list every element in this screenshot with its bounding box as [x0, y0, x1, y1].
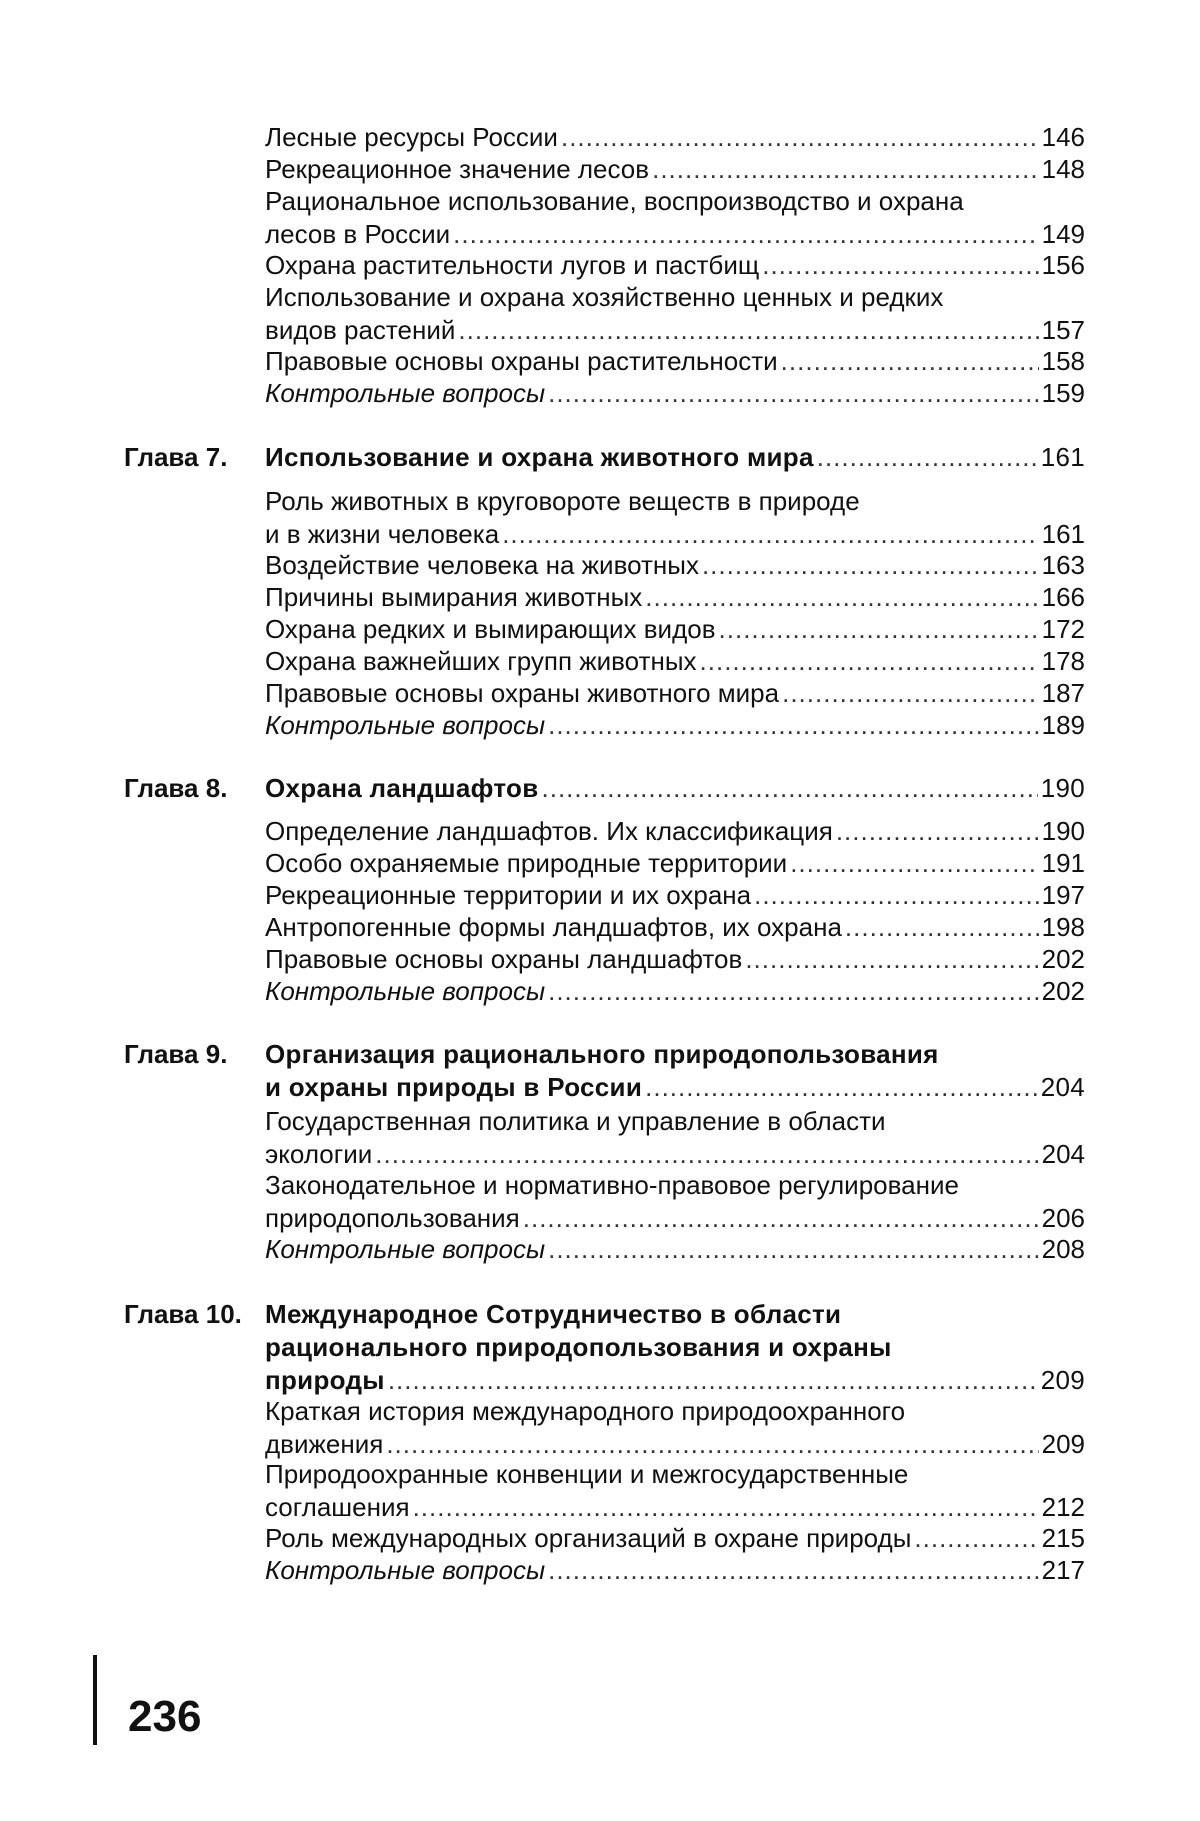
toc-entry-title: Контрольные вопросы — [265, 976, 546, 1006]
toc-dot-leader — [782, 677, 1039, 710]
toc-entry — [265, 975, 1085, 1008]
toc-entry-line — [265, 1395, 1085, 1428]
toc-entry-line — [265, 1169, 1085, 1202]
toc-dot-leader — [548, 1554, 1039, 1587]
toc-page-number: 172 — [1041, 614, 1085, 644]
toc-entry — [265, 485, 1085, 551]
toc-entry-line — [265, 345, 1085, 378]
toc-entry-line — [265, 911, 1085, 944]
toc-entry-line — [265, 153, 1085, 186]
toc-entry-title: природы — [265, 1365, 385, 1395]
toc-entry-line — [265, 218, 1085, 251]
toc-page-number: 189 — [1041, 710, 1085, 740]
toc-entry-title: Охрана ландшафтов — [265, 773, 539, 803]
toc-dot-leader — [458, 314, 1038, 347]
toc-entry-title: соглашения — [265, 1492, 410, 1522]
toc-entry — [265, 815, 1085, 848]
toc-entry-title: Контрольные вопросы — [265, 378, 546, 408]
toc-entry-line — [265, 879, 1085, 912]
toc-entry-title: Рекреационные территории и их охрана — [265, 880, 752, 910]
toc-entry-line — [265, 1491, 1085, 1524]
toc-page-number: 215 — [1041, 1523, 1085, 1553]
chapter-label: Глава 7. — [124, 442, 228, 472]
toc-entry-title: природопользования — [265, 1203, 520, 1233]
toc-dot-leader — [645, 1071, 1038, 1104]
toc-page-number: 148 — [1041, 154, 1085, 184]
toc-page-number: 190 — [1040, 773, 1085, 803]
toc-entry-line — [265, 1105, 1085, 1138]
toc-entry-line — [265, 377, 1085, 410]
toc-page-number: 204 — [1041, 1139, 1085, 1169]
toc-chapter-title — [265, 772, 1085, 805]
toc-entry-line — [265, 1522, 1085, 1555]
toc-entry — [265, 613, 1085, 646]
toc-entry-title: лесов в России — [265, 219, 451, 249]
toc-entry-title: Использование и охрана хозяйственно ценных и редких — [265, 282, 944, 312]
toc-entry-line — [265, 1428, 1085, 1461]
toc-dot-leader — [548, 377, 1039, 410]
toc-entry — [265, 1169, 1085, 1235]
toc-entry-title: Контрольные вопросы — [265, 1234, 546, 1264]
toc-chapter-title — [265, 1298, 1085, 1397]
toc-entry-line — [265, 1038, 1085, 1071]
toc-entry-title: Краткая история международного природоохранного — [265, 1396, 906, 1426]
toc-page-number: 149 — [1041, 219, 1085, 249]
toc-entry — [265, 709, 1085, 742]
toc-dot-leader — [561, 121, 1039, 154]
toc-entry — [265, 1395, 1085, 1461]
toc-entry-title: Охрана важнейших групп животных — [265, 646, 697, 676]
toc-entry-line — [265, 185, 1085, 218]
toc-dot-leader — [702, 549, 1039, 582]
toc-entry-title: Охрана редких и вымирающих видов — [265, 614, 716, 644]
toc-entry-line — [265, 645, 1085, 678]
toc-page-number: 163 — [1041, 550, 1085, 580]
toc-page-number: 202 — [1041, 976, 1085, 1006]
toc-entry-title: Правовые основы охраны растительности — [265, 346, 778, 376]
toc-entry-line — [265, 677, 1085, 710]
toc-entry-title: рационального природопользования и охраны — [265, 1332, 892, 1362]
toc-entry-line — [265, 1202, 1085, 1235]
toc-page-number: 208 — [1041, 1234, 1085, 1264]
toc-entry-line — [265, 549, 1085, 582]
toc-entry-title: Природоохранные конвенции и межгосударственные — [265, 1459, 909, 1489]
toc-page-number: 161 — [1040, 442, 1085, 472]
toc-page-number: 198 — [1041, 912, 1085, 942]
toc-page-number: 217 — [1041, 1555, 1085, 1585]
page-number: 236 — [128, 1692, 202, 1741]
toc-dot-leader — [502, 518, 1038, 551]
toc-dot-leader — [652, 153, 1039, 186]
toc-entry — [265, 1458, 1085, 1524]
toc-page-number: 158 — [1041, 346, 1085, 376]
toc-entry — [265, 549, 1085, 582]
toc-page-number: 166 — [1041, 582, 1085, 612]
toc-entry-title: Использование и охрана животного мира — [265, 442, 814, 472]
toc-dot-leader — [388, 1364, 1038, 1397]
toc-entry-title: и охраны природы в России — [265, 1072, 643, 1102]
toc-entry-title: Причины вымирания животных — [265, 582, 643, 612]
toc-entry-title: и в жизни человека — [265, 519, 500, 549]
toc-dot-leader — [375, 1138, 1038, 1171]
toc-entry-title: Законодательное и нормативно-правовое регулирование — [265, 1170, 959, 1200]
toc-entry-title: Роль международных организаций в охране природы — [265, 1523, 912, 1553]
toc-entry-line — [265, 1233, 1085, 1266]
toc-entry-title: движения — [265, 1429, 384, 1459]
toc-entry-line — [265, 1298, 1085, 1331]
toc-page-number: 187 — [1041, 678, 1085, 708]
toc-dot-leader — [700, 645, 1039, 678]
toc-entry-title: Рекреационное значение лесов — [265, 154, 650, 184]
toc-page-number: 206 — [1041, 1203, 1085, 1233]
toc-entry — [265, 185, 1085, 251]
toc-entry-line — [265, 281, 1085, 314]
toc-chapter-title — [265, 441, 1085, 474]
toc-entry-line — [265, 1364, 1085, 1397]
toc-dot-leader — [548, 709, 1039, 742]
toc-entry-title: Лесные ресурсы России — [265, 122, 558, 152]
toc-page-number: 204 — [1040, 1072, 1085, 1102]
toc-dot-leader — [836, 815, 1039, 848]
toc-entry — [265, 879, 1085, 912]
chapter-label: Глава 8. — [124, 773, 228, 803]
toc-dot-leader — [762, 249, 1038, 282]
toc-entry-line — [265, 581, 1085, 614]
toc-dot-leader — [523, 1202, 1039, 1235]
toc-page-number: 161 — [1041, 519, 1085, 549]
toc-entry-line — [265, 485, 1085, 518]
toc-dot-leader — [781, 345, 1039, 378]
toc-entry-line — [265, 975, 1085, 1008]
toc-entry-line — [265, 518, 1085, 551]
toc-entry — [265, 847, 1085, 880]
toc-dot-leader — [719, 613, 1039, 646]
toc-entry — [265, 943, 1085, 976]
toc-entry-line — [265, 1071, 1085, 1104]
toc-entry-title: Организация рационального природопользования — [265, 1039, 939, 1069]
toc-entry-line — [265, 709, 1085, 742]
toc-page-number: 212 — [1041, 1492, 1085, 1522]
toc-page-number: 191 — [1041, 848, 1085, 878]
toc-dot-leader — [548, 1233, 1039, 1266]
toc-entry-line — [265, 1138, 1085, 1171]
toc-entry-line — [265, 815, 1085, 848]
toc-page-number: 146 — [1041, 122, 1085, 152]
toc-entry-title: Определение ландшафтов. Их классификация — [265, 816, 833, 846]
toc-entry — [265, 677, 1085, 710]
toc-entry-title: Роль животных в круговороте веществ в природе — [265, 486, 860, 516]
toc-entry — [265, 249, 1085, 282]
toc-dot-leader — [914, 1522, 1038, 1555]
toc-dot-leader — [817, 441, 1038, 474]
toc-entry — [265, 581, 1085, 614]
toc-entry — [265, 1554, 1085, 1587]
toc-entry-line — [265, 1554, 1085, 1587]
toc-entry-line — [265, 314, 1085, 347]
toc-entry-line — [265, 249, 1085, 282]
toc-dot-leader — [542, 772, 1038, 805]
toc-entry-title: Особо охраняемые природные территории — [265, 848, 788, 878]
toc-entry-title: Контрольные вопросы — [265, 710, 546, 740]
toc-entry-line — [265, 772, 1085, 805]
toc-dot-leader — [645, 581, 1038, 614]
toc-entry — [265, 153, 1085, 186]
toc-entry-title: Рациональное использование, воспроизводство и охрана — [265, 186, 964, 216]
toc-entry-title: видов растений — [265, 315, 456, 345]
toc-page-number: 156 — [1041, 250, 1085, 280]
toc-entry-title: Государственная политика и управление в области — [265, 1106, 886, 1136]
toc-page-number: 209 — [1040, 1365, 1085, 1395]
toc-dot-leader — [413, 1491, 1039, 1524]
toc-entry-line — [265, 943, 1085, 976]
toc-dot-leader — [790, 847, 1038, 880]
toc-entry — [265, 1105, 1085, 1171]
toc-entry — [265, 1233, 1085, 1266]
toc-page-number: 157 — [1041, 315, 1085, 345]
toc-entry-line — [265, 1331, 1085, 1364]
toc-entry-line — [265, 121, 1085, 154]
toc-page-number: 190 — [1041, 816, 1085, 846]
toc-entry-title: экологии — [265, 1139, 373, 1169]
page-number-rule — [93, 1655, 97, 1745]
toc-dot-leader — [745, 943, 1038, 976]
toc-entry — [265, 281, 1085, 347]
toc-entry-line — [265, 847, 1085, 880]
toc-entry-title: Антропогенные формы ландшафтов, их охрана — [265, 912, 842, 942]
toc-entry — [265, 121, 1085, 154]
toc-entry-title: Международное Сотрудничество в области — [265, 1299, 842, 1329]
toc-page-number: 197 — [1041, 880, 1085, 910]
toc-dot-leader — [845, 911, 1039, 944]
toc-entry — [265, 645, 1085, 678]
toc-entry — [265, 377, 1085, 410]
toc-dot-leader — [386, 1428, 1038, 1461]
toc-chapter-title — [265, 1038, 1085, 1104]
toc-entry-title: Правовые основы охраны животного мира — [265, 678, 780, 708]
toc-page-number: 209 — [1041, 1429, 1085, 1459]
toc-page-number: 202 — [1041, 944, 1085, 974]
toc-dot-leader — [453, 218, 1038, 251]
toc-entry-title: Контрольные вопросы — [265, 1555, 546, 1585]
toc-entry — [265, 1522, 1085, 1555]
chapter-label: Глава 10. — [124, 1299, 242, 1329]
toc-entry — [265, 345, 1085, 378]
toc-entry-title: Охрана растительности лугов и пастбищ — [265, 250, 760, 280]
toc-entry-title: Воздействие человека на животных — [265, 550, 699, 580]
toc-dot-leader — [754, 879, 1039, 912]
toc-entry-line — [265, 613, 1085, 646]
toc-dot-leader — [548, 975, 1039, 1008]
toc-page-number: 178 — [1041, 646, 1085, 676]
toc-entry-line — [265, 441, 1085, 474]
toc-page-number: 159 — [1041, 378, 1085, 408]
chapter-label: Глава 9. — [124, 1039, 228, 1069]
toc-entry-line — [265, 1458, 1085, 1491]
toc-entry — [265, 911, 1085, 944]
toc-entry-title: Правовые основы охраны ландшафтов — [265, 944, 743, 974]
